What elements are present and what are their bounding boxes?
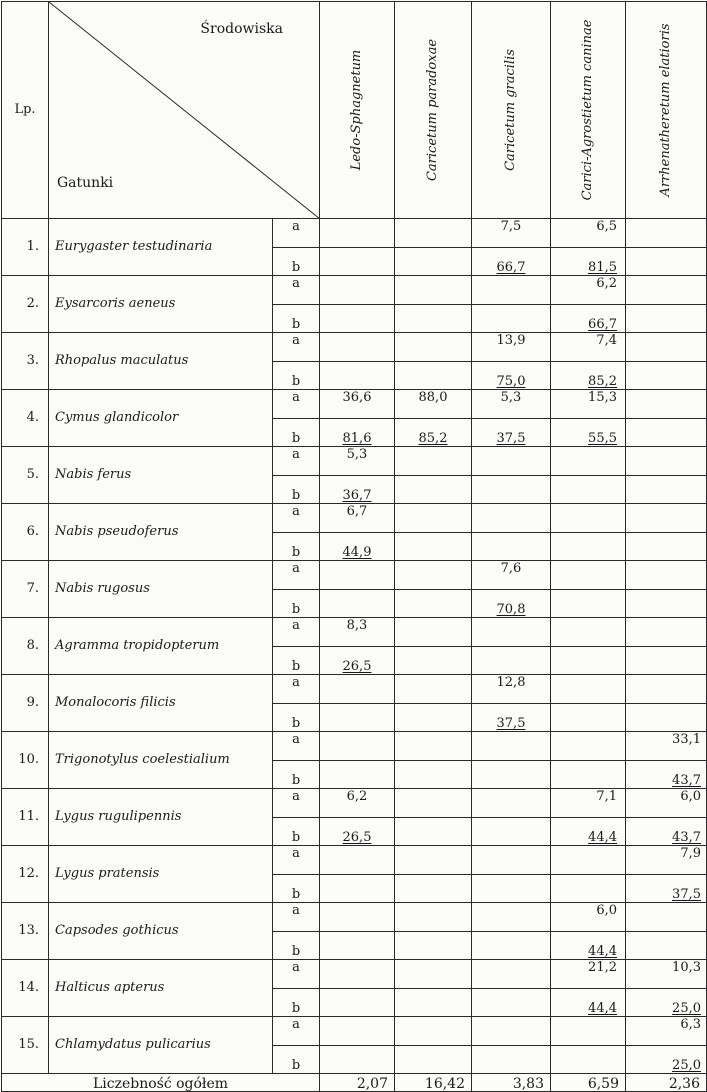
value-cell-a: 6,7 (320, 504, 395, 533)
table-row-a (2, 504, 707, 533)
value-cell-a (395, 618, 472, 647)
value-cell-b (472, 704, 551, 732)
value-b: 66,7 (496, 260, 526, 275)
value-cell-a (472, 960, 551, 989)
value-cell-a (472, 447, 551, 476)
value-cell-b (551, 875, 626, 903)
value-b: 85,2 (588, 374, 617, 389)
total-value: 16,42 (395, 1074, 472, 1092)
species-name: Lygus rugulipennis (49, 789, 273, 846)
value-cell-a: 5,3 (472, 390, 551, 419)
value-cell-b (320, 647, 395, 675)
value-cell-b (395, 590, 472, 618)
row-number: 3. (2, 333, 49, 390)
value-b: 36,7 (342, 488, 372, 503)
value-cell-a: 7,1 (551, 789, 626, 818)
value-cell-b (626, 704, 707, 732)
header-column (320, 2, 395, 219)
b-label: b (273, 590, 320, 618)
value-cell-a (472, 903, 551, 932)
value-b: 44,4 (588, 830, 617, 845)
value-cell-a (626, 504, 707, 533)
value-cell-b (395, 533, 472, 561)
row-number: 8. (2, 618, 49, 675)
value-cell-b (320, 704, 395, 732)
value-cell-b (472, 647, 551, 675)
value-cell-b (320, 419, 395, 447)
species-table (1, 1, 707, 1092)
value-cell-a (320, 333, 395, 362)
table-row-a (2, 390, 707, 419)
column-label: Ledo-Sphagnetum (349, 49, 364, 171)
value-cell-a: 13,9 (472, 333, 551, 362)
value-cell-b (395, 875, 472, 903)
header-species-label: Gatunki (57, 175, 114, 191)
value-cell-a (551, 447, 626, 476)
value-cell-b (626, 761, 707, 789)
value-cell-a: 36,6 (320, 390, 395, 419)
value-cell-b (551, 533, 626, 561)
value-b: 44,4 (588, 944, 617, 959)
value-cell-b (626, 932, 707, 960)
a-label: a (273, 276, 320, 305)
value-cell-b (395, 704, 472, 732)
b-label: b (273, 419, 320, 447)
b-label: b (273, 305, 320, 333)
row-number: 6. (2, 504, 49, 561)
species-name: Monalocoris filicis (49, 675, 273, 732)
value-cell-a (551, 504, 626, 533)
value-b: 70,8 (496, 602, 526, 617)
value-cell-a: 6,0 (626, 789, 707, 818)
value-cell-b (626, 647, 707, 675)
column-label: Caricetum paradoxae (425, 38, 440, 182)
value-b: 43,7 (672, 830, 701, 845)
value-cell-b (626, 476, 707, 504)
value-cell-b (395, 989, 472, 1017)
value-cell-b (395, 647, 472, 675)
value-cell-b (551, 647, 626, 675)
value-cell-a (320, 846, 395, 875)
a-label: a (273, 504, 320, 533)
value-cell-b (551, 305, 626, 333)
row-number: 1. (2, 219, 49, 276)
a-label: a (273, 846, 320, 875)
value-cell-a: 7,5 (472, 219, 551, 248)
species-name: Nabis rugosus (49, 561, 273, 618)
b-label: b (273, 362, 320, 390)
value-cell-a (320, 960, 395, 989)
value-b: 37,5 (672, 887, 701, 902)
value-cell-b (395, 362, 472, 390)
value-cell-b (472, 533, 551, 561)
row-number: 2. (2, 276, 49, 333)
header-column (626, 2, 707, 219)
value-b: 81,6 (342, 431, 372, 446)
table-row-a (2, 219, 707, 248)
species-name: Trigonotylus coelestialium (49, 732, 273, 789)
value-cell-a (472, 1017, 551, 1046)
row-number: 14. (2, 960, 49, 1017)
value-cell-a (395, 732, 472, 761)
species-name: Nabis ferus (49, 447, 273, 504)
value-cell-b (626, 875, 707, 903)
b-label: b (273, 248, 320, 276)
value-b: 43,7 (672, 773, 701, 788)
value-cell-a (395, 675, 472, 704)
a-label: a (273, 390, 320, 419)
value-cell-a (395, 846, 472, 875)
total-value: 2,07 (320, 1074, 395, 1092)
value-cell-b (320, 989, 395, 1017)
value-cell-a: 15,3 (551, 390, 626, 419)
row-number: 4. (2, 390, 49, 447)
value-cell-b (320, 305, 395, 333)
value-cell-b (320, 932, 395, 960)
value-cell-b (320, 533, 395, 561)
value-cell-a (395, 960, 472, 989)
total-row (2, 1074, 707, 1092)
b-label: b (273, 989, 320, 1017)
value-cell-b (472, 932, 551, 960)
value-b: 25,0 (672, 1001, 701, 1016)
value-cell-a (320, 561, 395, 590)
value-cell-a (320, 675, 395, 704)
value-cell-a (320, 1017, 395, 1046)
column-label: Arrhenatheretum elatioris (658, 23, 673, 197)
value-b: 26,5 (342, 830, 372, 845)
a-label: a (273, 618, 320, 647)
species-name: Halticus apterus (49, 960, 273, 1017)
value-cell-b (626, 248, 707, 276)
value-cell-a (626, 675, 707, 704)
a-label: a (273, 675, 320, 704)
table-row-a (2, 846, 707, 875)
value-b: 44,9 (342, 545, 372, 560)
a-label: a (273, 219, 320, 248)
value-cell-a (472, 618, 551, 647)
value-cell-b (626, 419, 707, 447)
value-cell-a (626, 618, 707, 647)
value-cell-a (320, 276, 395, 305)
value-cell-b (472, 818, 551, 846)
value-cell-a (320, 732, 395, 761)
value-cell-b (472, 1046, 551, 1074)
row-number: 12. (2, 846, 49, 903)
value-cell-b (320, 362, 395, 390)
b-label: b (273, 761, 320, 789)
value-cell-a: 6,0 (551, 903, 626, 932)
value-cell-b (320, 818, 395, 846)
value-cell-b (320, 875, 395, 903)
value-cell-b (320, 476, 395, 504)
value-cell-a (395, 789, 472, 818)
value-cell-a (395, 447, 472, 476)
header-lp: Lp. (2, 2, 49, 219)
value-cell-b (472, 419, 551, 447)
value-cell-b (626, 590, 707, 618)
species-name: Rhopalus maculatus (49, 333, 273, 390)
value-cell-b (551, 818, 626, 846)
table-row-a (2, 447, 707, 476)
value-cell-b (472, 248, 551, 276)
value-cell-b (320, 761, 395, 789)
value-cell-a: 21,2 (551, 960, 626, 989)
column-label: Caricetum gracilis (503, 49, 518, 171)
value-cell-a (395, 504, 472, 533)
b-label: b (273, 818, 320, 846)
value-b: 26,5 (342, 659, 372, 674)
header-row (2, 2, 707, 219)
value-cell-a (626, 219, 707, 248)
value-cell-b (626, 305, 707, 333)
value-cell-b (551, 476, 626, 504)
species-name: Nabis pseudoferus (49, 504, 273, 561)
value-cell-b (472, 761, 551, 789)
total-value: 6,59 (551, 1074, 626, 1092)
value-cell-b (472, 305, 551, 333)
total-value: 2,36 (626, 1074, 707, 1092)
value-cell-a: 12,8 (472, 675, 551, 704)
b-label: b (273, 1046, 320, 1074)
value-cell-a (472, 276, 551, 305)
value-cell-b (626, 1046, 707, 1074)
column-label: Carici-Agrostietum caninae (580, 19, 595, 201)
value-cell-a (626, 390, 707, 419)
value-cell-a (472, 732, 551, 761)
value-b: 44,4 (588, 1001, 617, 1016)
b-label: b (273, 476, 320, 504)
value-cell-b (626, 989, 707, 1017)
value-cell-a: 6,5 (551, 219, 626, 248)
value-cell-b (395, 248, 472, 276)
value-cell-a: 8,3 (320, 618, 395, 647)
value-cell-b (395, 476, 472, 504)
value-cell-a (320, 219, 395, 248)
value-cell-a: 7,6 (472, 561, 551, 590)
value-cell-b (472, 590, 551, 618)
species-name: Capsodes gothicus (49, 903, 273, 960)
b-label: b (273, 704, 320, 732)
a-label: a (273, 732, 320, 761)
total-label: Liczebność ogółem (2, 1074, 320, 1092)
value-cell-a (551, 561, 626, 590)
value-cell-b (395, 1046, 472, 1074)
row-number: 15. (2, 1017, 49, 1074)
value-cell-b (626, 818, 707, 846)
b-label: b (273, 647, 320, 675)
value-b: 85,2 (418, 431, 448, 446)
value-cell-b (320, 590, 395, 618)
table-row-a (2, 561, 707, 590)
value-cell-a: 10,3 (626, 960, 707, 989)
value-cell-a (551, 618, 626, 647)
table-row-a (2, 333, 707, 362)
species-name: Eurygaster testudinaria (49, 219, 273, 276)
a-label: a (273, 447, 320, 476)
table-row-a (2, 960, 707, 989)
value-cell-a: 6,2 (551, 276, 626, 305)
value-cell-a (551, 846, 626, 875)
table-row-a (2, 1017, 707, 1046)
value-b: 81,5 (588, 260, 617, 275)
value-b: 75,0 (496, 374, 526, 389)
a-label: a (273, 903, 320, 932)
value-cell-a (395, 903, 472, 932)
value-b: 37,5 (496, 431, 526, 446)
value-cell-b (626, 362, 707, 390)
value-cell-a (395, 219, 472, 248)
value-cell-a (626, 561, 707, 590)
row-number: 11. (2, 789, 49, 846)
value-cell-a (626, 447, 707, 476)
value-cell-a (395, 1017, 472, 1046)
b-label: b (273, 875, 320, 903)
value-cell-a (472, 846, 551, 875)
table-row-a (2, 618, 707, 647)
row-number: 9. (2, 675, 49, 732)
a-label: a (273, 789, 320, 818)
value-cell-a (472, 504, 551, 533)
header-column (395, 2, 472, 219)
b-label: b (273, 932, 320, 960)
species-name: Eysarcoris aeneus (49, 276, 273, 333)
value-cell-b (551, 362, 626, 390)
value-cell-a: 7,9 (626, 846, 707, 875)
table-row-a (2, 789, 707, 818)
value-cell-a: 33,1 (626, 732, 707, 761)
value-cell-b (551, 590, 626, 618)
value-cell-b (320, 248, 395, 276)
value-b: 25,0 (672, 1058, 701, 1073)
value-cell-b (551, 761, 626, 789)
a-label: a (273, 333, 320, 362)
value-cell-a (626, 276, 707, 305)
value-cell-b (395, 932, 472, 960)
value-cell-b (472, 989, 551, 1017)
value-b: 37,5 (496, 716, 526, 731)
value-cell-b (551, 989, 626, 1017)
value-cell-a (626, 903, 707, 932)
a-label: a (273, 960, 320, 989)
value-cell-b (626, 533, 707, 561)
row-number: 5. (2, 447, 49, 504)
value-cell-a (395, 561, 472, 590)
value-cell-a: 6,3 (626, 1017, 707, 1046)
species-name: Lygus pratensis (49, 846, 273, 903)
value-cell-a: 88,0 (395, 390, 472, 419)
table-row-a (2, 903, 707, 932)
value-cell-a (395, 333, 472, 362)
value-cell-b (320, 1046, 395, 1074)
species-name: Chlamydatus pulicarius (49, 1017, 273, 1074)
table-row-a (2, 675, 707, 704)
row-number: 10. (2, 732, 49, 789)
value-cell-b (551, 1046, 626, 1074)
row-number: 13. (2, 903, 49, 960)
value-cell-b (472, 362, 551, 390)
value-cell-b (395, 761, 472, 789)
header-column (472, 2, 551, 219)
value-cell-b (472, 875, 551, 903)
value-cell-a (551, 675, 626, 704)
species-name: Cymus glandicolor (49, 390, 273, 447)
value-cell-a (551, 1017, 626, 1046)
value-b: 66,7 (588, 317, 617, 332)
value-cell-a (395, 276, 472, 305)
table-row-a (2, 732, 707, 761)
value-cell-a: 7,4 (551, 333, 626, 362)
species-name: Agramma tropidopterum (49, 618, 273, 675)
row-number: 7. (2, 561, 49, 618)
value-cell-a: 6,2 (320, 789, 395, 818)
total-value: 3,83 (472, 1074, 551, 1092)
value-cell-b (551, 932, 626, 960)
value-cell-b (395, 818, 472, 846)
value-cell-a (626, 333, 707, 362)
a-label: a (273, 1017, 320, 1046)
value-cell-b (551, 248, 626, 276)
b-label: b (273, 533, 320, 561)
value-cell-b (472, 476, 551, 504)
header-diagonal-cell (49, 2, 320, 219)
value-b: 55,5 (588, 431, 617, 446)
value-cell-b (551, 704, 626, 732)
value-cell-b (395, 305, 472, 333)
value-cell-b (395, 419, 472, 447)
header-environments-label: Środowiska (200, 21, 283, 37)
value-cell-a (320, 903, 395, 932)
value-cell-a (551, 732, 626, 761)
table-row-a (2, 276, 707, 305)
value-cell-a (472, 789, 551, 818)
value-cell-b (551, 419, 626, 447)
header-column (551, 2, 626, 219)
value-cell-a: 5,3 (320, 447, 395, 476)
a-label: a (273, 561, 320, 590)
